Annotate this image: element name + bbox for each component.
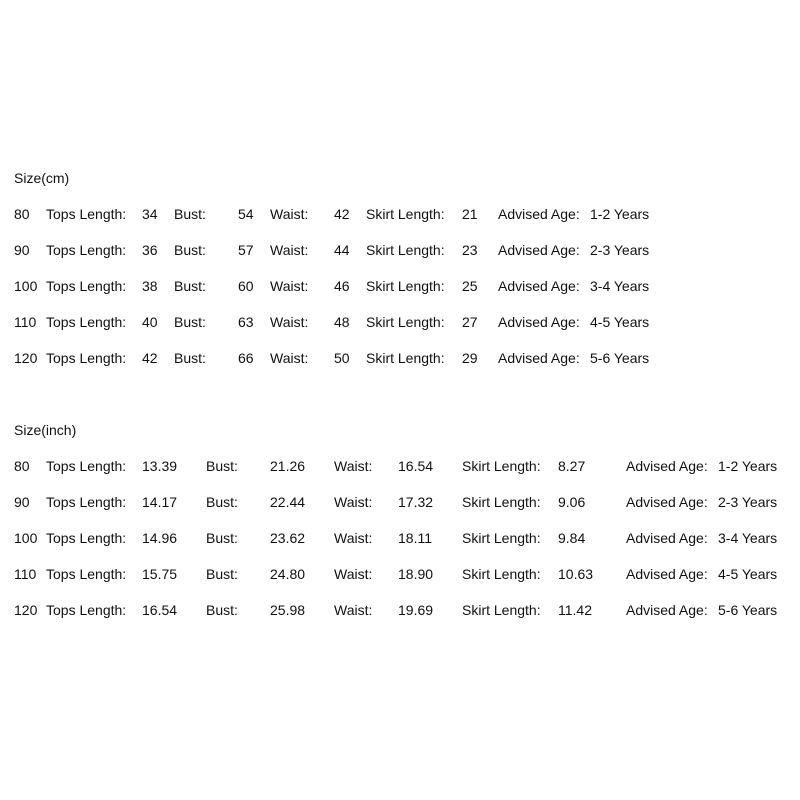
waist-value: 44 — [334, 242, 350, 258]
advised-age-value: 3-4 Years — [590, 278, 650, 294]
tops-length-label: Tops Length: — [46, 314, 127, 330]
bust-value: 57 — [238, 242, 254, 258]
bust-label: Bust: — [206, 566, 238, 582]
inch-table-row — [0, 494, 800, 514]
advised-age-value: 5-6 Years — [718, 602, 778, 618]
advised-age-label: Advised Age: — [498, 314, 580, 330]
bust-value: 60 — [238, 278, 254, 294]
skirt-length-value: 21 — [462, 206, 478, 222]
advised-age-value: 2-3 Years — [718, 494, 778, 510]
waist-value: 16.54 — [398, 458, 434, 474]
skirt-length-value: 11.42 — [558, 602, 592, 618]
skirt-length-value: 10.63 — [558, 566, 594, 582]
skirt-length-label: Skirt Length: — [366, 278, 445, 294]
tops-length-label: Tops Length: — [46, 350, 127, 366]
cm-table-row — [0, 314, 800, 334]
size-value: 110 — [14, 314, 37, 330]
tops-length-label: Tops Length: — [46, 566, 127, 582]
size-value: 120 — [14, 350, 38, 366]
bust-label: Bust: — [206, 602, 238, 618]
tops-length-value: 40 — [142, 314, 158, 330]
advised-age-label: Advised Age: — [498, 242, 580, 258]
bust-label: Bust: — [206, 458, 238, 474]
advised-age-label: Advised Age: — [626, 530, 708, 546]
bust-label: Bust: — [206, 494, 238, 510]
bust-value: 63 — [238, 314, 254, 330]
bust-value: 24.80 — [270, 566, 306, 582]
size-value: 100 — [14, 530, 38, 546]
tops-length-label: Tops Length: — [46, 530, 127, 546]
bust-value: 23.62 — [270, 530, 306, 546]
bust-label: Bust: — [174, 278, 206, 294]
inch-table-title: Size(inch) — [14, 422, 77, 438]
cm-table-title: Size(cm) — [14, 170, 70, 186]
advised-age-label: Advised Age: — [626, 602, 708, 618]
waist-label: Waist: — [334, 494, 373, 510]
cm-table-row — [0, 278, 800, 298]
cm-table-row — [0, 350, 800, 370]
waist-label: Waist: — [334, 458, 373, 474]
tops-length-label: Tops Length: — [46, 206, 127, 222]
skirt-length-value: 9.06 — [558, 494, 586, 510]
tops-length-label: Tops Length: — [46, 458, 127, 474]
tops-length-value: 14.96 — [142, 530, 178, 546]
size-value: 90 — [14, 242, 30, 258]
skirt-length-label: Skirt Length: — [366, 350, 445, 366]
skirt-length-value: 29 — [462, 350, 478, 366]
bust-label: Bust: — [174, 314, 206, 330]
tops-length-value: 36 — [142, 242, 158, 258]
skirt-length-value: 8.27 — [558, 458, 586, 474]
tops-length-value: 13.39 — [142, 458, 178, 474]
inch-table-row — [0, 566, 800, 586]
waist-value: 19.69 — [398, 602, 434, 618]
waist-label: Waist: — [334, 530, 373, 546]
skirt-length-label: Skirt Length: — [366, 206, 445, 222]
bust-value: 25.98 — [270, 602, 306, 618]
tops-length-value: 42 — [142, 350, 158, 366]
size-value: 80 — [14, 206, 30, 222]
tops-length-value: 14.17 — [142, 494, 178, 510]
tops-length-value: 15.75 — [142, 566, 178, 582]
skirt-length-label: Skirt Length: — [366, 242, 445, 258]
waist-label: Waist: — [334, 602, 373, 618]
bust-value: 54 — [238, 206, 254, 222]
cm-table-row — [0, 206, 800, 226]
skirt-length-value: 9.84 — [558, 530, 586, 546]
skirt-length-value: 23 — [462, 242, 478, 258]
waist-label: Waist: — [270, 242, 309, 258]
tops-length-label: Tops Length: — [46, 242, 127, 258]
waist-value: 18.11 — [398, 530, 432, 546]
inch-table-row — [0, 602, 800, 622]
advised-age-label: Advised Age: — [498, 350, 580, 366]
skirt-length-label: Skirt Length: — [462, 494, 541, 510]
cm-table-row — [0, 242, 800, 262]
skirt-length-value: 25 — [462, 278, 478, 294]
advised-age-value: 2-3 Years — [590, 242, 650, 258]
bust-label: Bust: — [174, 242, 206, 258]
waist-value: 18.90 — [398, 566, 434, 582]
advised-age-value: 3-4 Years — [718, 530, 778, 546]
bust-label: Bust: — [206, 530, 238, 546]
waist-value: 48 — [334, 314, 350, 330]
skirt-length-label: Skirt Length: — [462, 602, 541, 618]
tops-length-label: Tops Length: — [46, 494, 127, 510]
bust-value: 21.26 — [270, 458, 306, 474]
waist-value: 17.32 — [398, 494, 434, 510]
skirt-length-label: Skirt Length: — [462, 458, 541, 474]
advised-age-label: Advised Age: — [626, 566, 708, 582]
advised-age-value: 1-2 Years — [590, 206, 650, 222]
bust-value: 66 — [238, 350, 254, 366]
skirt-length-label: Skirt Length: — [462, 566, 541, 582]
waist-label: Waist: — [270, 206, 309, 222]
tops-length-value: 38 — [142, 278, 158, 294]
waist-label: Waist: — [334, 566, 373, 582]
waist-label: Waist: — [270, 314, 309, 330]
advised-age-label: Advised Age: — [498, 206, 580, 222]
inch-table-row — [0, 530, 800, 550]
tops-length-value: 34 — [142, 206, 158, 222]
size-value: 80 — [14, 458, 30, 474]
size-value: 110 — [14, 566, 37, 582]
advised-age-value: 4-5 Years — [590, 314, 650, 330]
tops-length-label: Tops Length: — [46, 602, 127, 618]
waist-value: 46 — [334, 278, 350, 294]
skirt-length-label: Skirt Length: — [366, 314, 445, 330]
inch-table-row — [0, 458, 800, 478]
size-value: 120 — [14, 602, 38, 618]
advised-age-value: 5-6 Years — [590, 350, 650, 366]
advised-age-label: Advised Age: — [626, 458, 708, 474]
waist-value: 50 — [334, 350, 350, 366]
advised-age-value: 4-5 Years — [718, 566, 778, 582]
bust-value: 22.44 — [270, 494, 306, 510]
waist-label: Waist: — [270, 350, 309, 366]
skirt-length-value: 27 — [462, 314, 478, 330]
tops-length-value: 16.54 — [142, 602, 178, 618]
skirt-length-label: Skirt Length: — [462, 530, 541, 546]
size-value: 100 — [14, 278, 38, 294]
bust-label: Bust: — [174, 350, 206, 366]
waist-value: 42 — [334, 206, 350, 222]
waist-label: Waist: — [270, 278, 309, 294]
tops-length-label: Tops Length: — [46, 278, 127, 294]
advised-age-label: Advised Age: — [498, 278, 580, 294]
advised-age-value: 1-2 Years — [718, 458, 778, 474]
advised-age-label: Advised Age: — [626, 494, 708, 510]
size-value: 90 — [14, 494, 30, 510]
bust-label: Bust: — [174, 206, 206, 222]
